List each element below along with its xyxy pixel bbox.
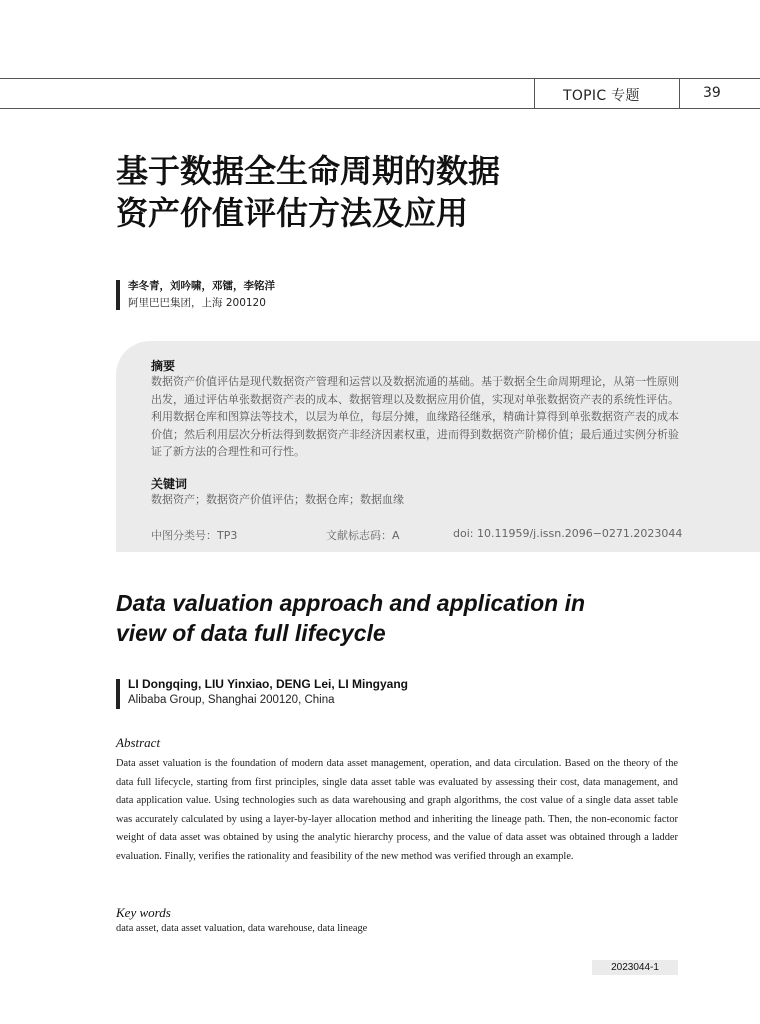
page-header — [0, 78, 760, 109]
chinese-title-line-1: 基于数据全生命周期的数据 — [116, 152, 501, 190]
header-divider — [534, 79, 535, 108]
author-accent-bar — [116, 679, 120, 709]
english-affiliation: Alibaba Group, Shanghai 200120, China — [128, 694, 335, 706]
chinese-abstract-text: 数据资产价值评估是现代数据资产管理和运营以及数据流通的基础。基于数据全生命周期理论，从第一性原则出发，通过评估单张数据资产表的成本、数据管理以及数据应用价值，实现对单张数据资产表的系统性评估。利用数据仓库和图算法等技术，以层为单位，每层分摊，血缘路径继承，精确计算得到单张数据资产表的成本价值；然后利用层次分析法得到数据资产非经济因素权重，进而得到数据资产阶梯价值；最后通过实例分析验证了新方法的合理性和可行性。 — [151, 375, 679, 458]
clc-number: 中图分类号：TP3 — [151, 529, 238, 542]
chinese-abstract-panel — [116, 341, 760, 552]
author-accent-bar — [116, 280, 120, 310]
english-authors: LI Dongqing, LIU Yinxiao, DENG Lei, LI Mingyang — [128, 677, 409, 691]
document-code: 文献标志码：A — [326, 529, 400, 542]
chinese-abstract-heading: 摘要 — [151, 359, 176, 373]
chinese-keywords: 数据资产；数据资产价值评估；数据仓库；数据血缘 — [151, 493, 404, 506]
english-abstract-heading: Abstract — [116, 735, 161, 750]
chinese-affiliation: 阿里巴巴集团，上海 200120 — [128, 297, 266, 309]
english-keywords: data asset, data asset valuation, data warehouse, data lineage — [116, 923, 368, 934]
english-keywords-heading: Key words — [116, 905, 171, 920]
english-title-line-2: view of data full lifecycle — [116, 620, 386, 646]
doi: doi: 10.11959/j.issn.2096−0271.2023044 — [453, 527, 683, 540]
chinese-authors: 李冬青，刘吟啸，邓镭，李铭洋 — [128, 280, 275, 292]
page-number: 39 — [703, 85, 721, 101]
english-abstract-text: Data asset valuation is the foundation of modern data asset management, operation, and data circulation. Based on the theory of the data full lifecycle, starting from first principles, single data asset table was evaluated by assessing their cost, data management, and data application value. Using technologies such as data warehousing and graph algorithms, the cost value of a single data asset table was accurately calculated by using a layer-by-layer allocation method and inheriting the lineage path. Then, the non-economic factor weight of data asset was obtained by using the analytic hierarchy process, and the value of data asset was obtained through a ladder evaluation. Finally, verifies the rationality and feasibility of the new method was verified through an example. — [116, 758, 678, 862]
chinese-keywords-heading: 关键词 — [151, 477, 188, 491]
article-code: 2023044-1 — [592, 960, 678, 975]
topic-label: TOPIC 专题 — [563, 88, 640, 104]
chinese-title-line-2: 资产价值评估方法及应用 — [116, 194, 469, 232]
chinese-title — [116, 150, 676, 234]
english-title — [116, 588, 676, 648]
english-title-line-1: Data valuation approach and application in — [116, 590, 586, 616]
header-divider — [679, 79, 680, 108]
